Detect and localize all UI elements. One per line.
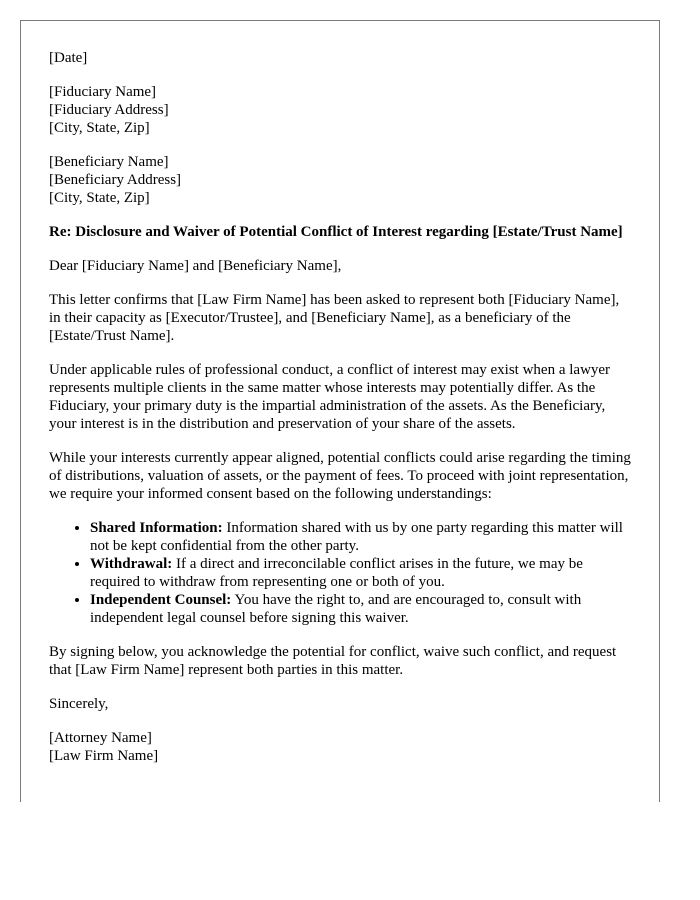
beneficiary-address: [Beneficiary Address] [49, 172, 182, 188]
signature-block [49, 729, 633, 765]
body-paragraph-1: This letter confirms that [Law Firm Name] has been asked to represent both [Fiduciary Name], in their capacity as [Executor/Trustee], and [Beneficiary Name], as a beneficiary of the [Estate/Trust Name]. [49, 292, 620, 344]
body-paragraph-3: While your interests currently appear aligned, potential conflicts could arise regarding the timing of distributions, valuation of assets, or the payment of fees. To proceed with joint representation, we require your informed consent based on the following understandings: [49, 450, 631, 502]
subject-line: Re: Disclosure and Waiver of Potential Conflict of Interest regarding [Estate/Trust Name] [49, 224, 623, 240]
fiduciary-address-block [49, 83, 633, 137]
fiduciary-city-state-zip: [City, State, Zip] [49, 120, 150, 136]
letter-page [20, 20, 660, 802]
list-item-label: Withdrawal: [90, 556, 173, 572]
list-item-text: You have the right to, and are encouraged to, consult with independent legal counsel before signing this waiver. [90, 592, 582, 626]
understandings-list [49, 519, 633, 627]
law-firm-name: [Law Firm Name] [49, 748, 159, 764]
beneficiary-address-block [49, 153, 633, 207]
list-item-shared-information [90, 519, 633, 555]
fiduciary-name: [Fiduciary Name] [49, 84, 157, 100]
list-item-label: Independent Counsel: [90, 592, 232, 608]
body-paragraph-2: Under applicable rules of professional conduct, a conflict of interest may exist when a lawyer represents multiple clients in the same matter whose interests may potentially differ. As the Fiduciary, your primary duty is the impartial administration of the assets. As the Beneficiary, your interest is in the distribution and preservation of your share of the assets. [49, 362, 611, 432]
list-item-withdrawal [90, 555, 633, 591]
list-item-label: Shared Information: [90, 520, 223, 536]
salutation: Dear [Fiduciary Name] and [Beneficiary Name], [49, 258, 342, 274]
beneficiary-city-state-zip: [City, State, Zip] [49, 190, 150, 206]
attorney-name: [Attorney Name] [49, 730, 152, 746]
list-item-text: If a direct and irreconcilable conflict arises in the future, we may be required to withdraw from representing one or both of you. [90, 556, 583, 590]
closing-paragraph: By signing below, you acknowledge the potential for conflict, waive such conflict, and request that [Law Firm Name] represent both parties in this matter. [49, 644, 617, 678]
beneficiary-name: [Beneficiary Name] [49, 154, 169, 170]
closing: Sincerely, [49, 696, 109, 712]
list-item-text: Information shared with us by one party regarding this matter will not be kept confidential from the other party. [90, 520, 623, 554]
date-block [49, 49, 633, 67]
fiduciary-address: [Fiduciary Address] [49, 102, 169, 118]
letter-date: [Date] [49, 50, 88, 66]
list-item-independent-counsel [90, 591, 633, 627]
